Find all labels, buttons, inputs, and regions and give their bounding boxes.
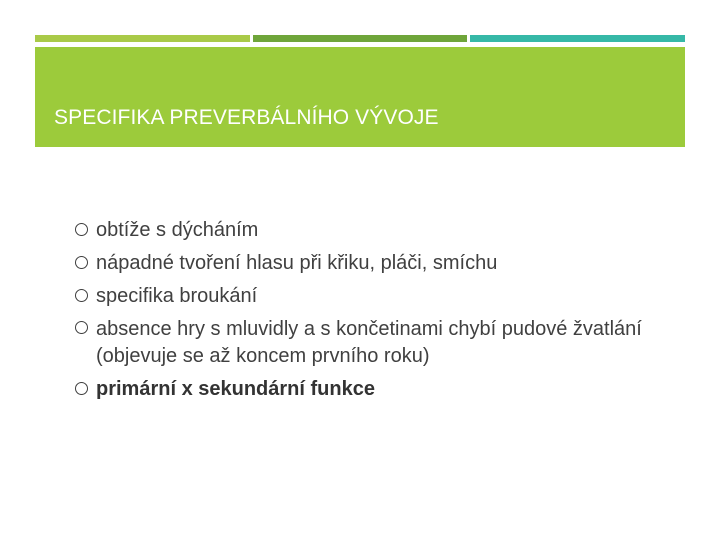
slide-title: SPECIFIKA PREVERBÁLNÍHO VÝVOJE <box>54 106 439 129</box>
bullet-text: primární x sekundární funkce <box>96 378 375 400</box>
accent-stripe-left <box>35 35 250 42</box>
title-band <box>35 47 685 147</box>
circle-outline-icon <box>75 223 88 236</box>
bullet-item <box>74 280 684 313</box>
accent-stripe-middle <box>253 35 467 42</box>
bullet-item <box>74 247 684 280</box>
circle-outline-icon <box>75 256 88 269</box>
bullet-text: specifika broukání <box>96 285 258 307</box>
bullet-item <box>74 214 684 247</box>
bullet-item <box>74 373 684 406</box>
bullet-list <box>74 214 684 406</box>
bullet-text: absence hry s mluvidly a s končetinami chybí pudové žvatlání (objevuje se až koncem prvního roku) <box>96 318 642 367</box>
circle-outline-icon <box>75 382 88 395</box>
circle-outline-icon <box>75 321 88 334</box>
bullet-text: nápadné tvoření hlasu při křiku, pláči, smíchu <box>96 252 498 274</box>
bullet-item <box>74 313 684 373</box>
bullet-text: obtíže s dýcháním <box>96 219 259 241</box>
circle-outline-icon <box>75 289 88 302</box>
accent-stripe-right <box>470 35 685 42</box>
